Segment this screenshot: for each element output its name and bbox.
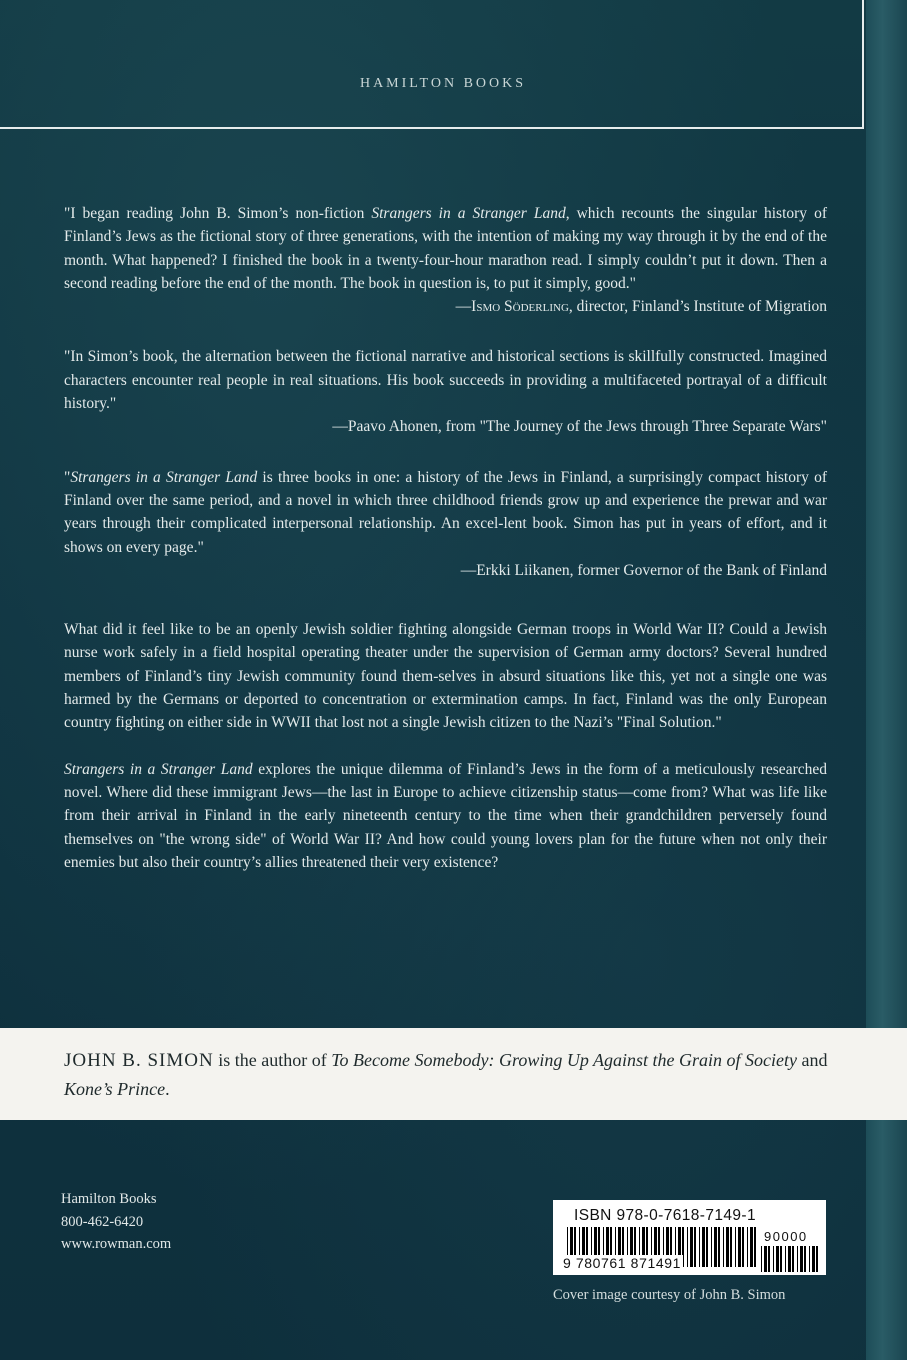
barcode-bar — [785, 1246, 786, 1272]
blurb-text: is three books in one: a history of the Jews in Finland, a surprisingly compact history of Finland over the same period, and a novel in which three childhood friends grow up and experience the prewar and war years through their complicated interpersonal relationship. An excel-lent book. Simon has put in years of effort, and it shows on every page." — [64, 468, 827, 556]
barcode-bar — [738, 1227, 741, 1267]
barcode-bar — [726, 1227, 729, 1267]
blurb-attribution: —Erkki Liikanen, former Governor of the Bank of Finland — [460, 561, 827, 579]
book-title: Strangers in a Stranger Land — [371, 205, 566, 222]
contact-name: Hamilton Books — [61, 1191, 157, 1207]
barcode-bar — [816, 1246, 818, 1272]
isbn-barcode — [553, 1200, 826, 1275]
ean-digits: 9 780761 871491 — [563, 1255, 681, 1271]
header-rule-vertical — [862, 0, 864, 129]
barcode-bar — [800, 1246, 803, 1272]
barcode-bar — [723, 1227, 724, 1267]
barcode-bar — [804, 1246, 806, 1272]
barcode-bar — [780, 1246, 782, 1272]
blurb-text: "I began reading John B. Simon’s non-fiction — [64, 205, 372, 222]
barcode-bar — [764, 1246, 767, 1272]
barcode-bar — [694, 1227, 696, 1267]
barcode-bar — [809, 1246, 810, 1272]
barcode-bar — [730, 1227, 732, 1267]
blurbs-section — [64, 202, 827, 897]
author-bio-text: and — [796, 1050, 828, 1070]
barcode-bar — [702, 1227, 705, 1267]
blurb-attribution: —Paavo Ahonen, from "The Journey of the Jews through Three Separate Wars" — [332, 418, 827, 436]
author-book-title: To Become Somebody: Growing Up Against the Grain of Society — [331, 1050, 797, 1070]
blurb-text: , which recounts the singular history of Finland’s Jews as the fictional story of three generations, with the intention of making my way through it by the end of the month. What happened? I finished the book in a twenty-four-hour marathon read. I simply couldn’t put it down. Then a second reading before the end of the month. The book in question is, to put it simply, good." — [64, 205, 827, 292]
barcode-bar — [797, 1246, 798, 1272]
barcode-bar — [687, 1227, 688, 1267]
barcode-bar — [812, 1246, 815, 1272]
barcode-bar — [754, 1227, 756, 1267]
blurb-quote — [64, 202, 827, 295]
price-code: 90000 — [764, 1229, 808, 1244]
barcode-bar — [761, 1246, 762, 1272]
barcode-bar — [690, 1227, 693, 1267]
price-barcode-bars — [761, 1246, 821, 1272]
blurb-quote: "In Simon’s book, the alternation between the fictional narrative and historical sections is skillfully constructed. Imagined characters encounter real people in real situations. His book succeeds in providing a multifaceted portrayal of a difficult history." — [64, 348, 827, 413]
barcode-bar — [788, 1246, 791, 1272]
barcode-bar — [750, 1227, 753, 1267]
attribution-name: —Ismo Söderling — [455, 298, 569, 316]
book-title: Strangers in a Stranger Land — [64, 760, 253, 778]
barcode-bar — [706, 1227, 708, 1267]
publisher-header: HAMILTON BOOKS — [359, 76, 527, 91]
barcode-bar — [776, 1246, 779, 1272]
barcode-bar — [711, 1227, 712, 1267]
barcode-bar — [714, 1227, 717, 1267]
barcode-bar — [735, 1227, 736, 1267]
barcode-bar — [747, 1227, 748, 1267]
attribution-role: , director, Finland’s Institute of Migration — [568, 298, 827, 316]
author-bio — [64, 1046, 834, 1103]
contact-phone: 800-462-6420 — [61, 1213, 144, 1230]
cover-image-credit: Cover image courtesy of John B. Simon — [553, 1287, 786, 1303]
blurb-3 — [64, 466, 827, 582]
header-rule — [0, 127, 864, 129]
author-bio-text: is the author of — [213, 1050, 332, 1070]
blurb-text: " — [64, 468, 71, 486]
barcode-bar — [742, 1227, 744, 1267]
book-title: Strangers in a Stranger Land — [70, 468, 258, 486]
barcode-bar — [773, 1246, 774, 1272]
isbn-text: ISBN 978-0-7618-7149-1 — [574, 1207, 756, 1224]
blurb-1 — [64, 202, 827, 318]
publisher-contact — [61, 1188, 261, 1256]
author-name: JOHN B. SIMON — [64, 1050, 214, 1071]
contact-url: www.rowman.com — [61, 1236, 172, 1252]
blurb-attribution — [64, 295, 827, 318]
author-book-title: Kone’s Prince — [64, 1079, 166, 1099]
blurb-2 — [64, 345, 827, 438]
description-text: explores the unique dilemma of Finland’s Jews in the form of a meticulously researched novel. Where did these immigrant Jews—the last in Europe to achieve citizenship status—come from? What was life like from their arrival in Finland in the early nineteenth century to the time when their grandchildren perversely found themselves on "the wrong side" of World War II? And how could young lovers plan for the future when not only their enemies but also their country’s allies threatened their very existence? — [64, 760, 827, 871]
barcode-bar — [699, 1227, 700, 1267]
description-paragraph-1: What did it feel like to be an openly Jewish soldier fighting alongside German troops in World War II? Could a Jewish nurse work safely in a field hospital operating theater under the supervision of German army doctors? Several hundred members of Finland’s tiny Jewish community found them-selves in absurd situations like this, yet not a single one was harmed by the Germans or deported to concentration or extermination camps. In fact, Finland was the only European country fighting on either side in WWII that lost not a single Jewish citizen to the Nazi’s "Final Solution." — [64, 621, 827, 732]
barcode-bar — [768, 1246, 770, 1272]
spine-edge — [866, 0, 907, 1360]
blurb-quote — [64, 466, 827, 559]
author-bio-text: . — [165, 1079, 170, 1099]
barcode-bar — [792, 1246, 794, 1272]
description-paragraph-2 — [64, 758, 827, 874]
barcode-bar — [718, 1227, 720, 1267]
